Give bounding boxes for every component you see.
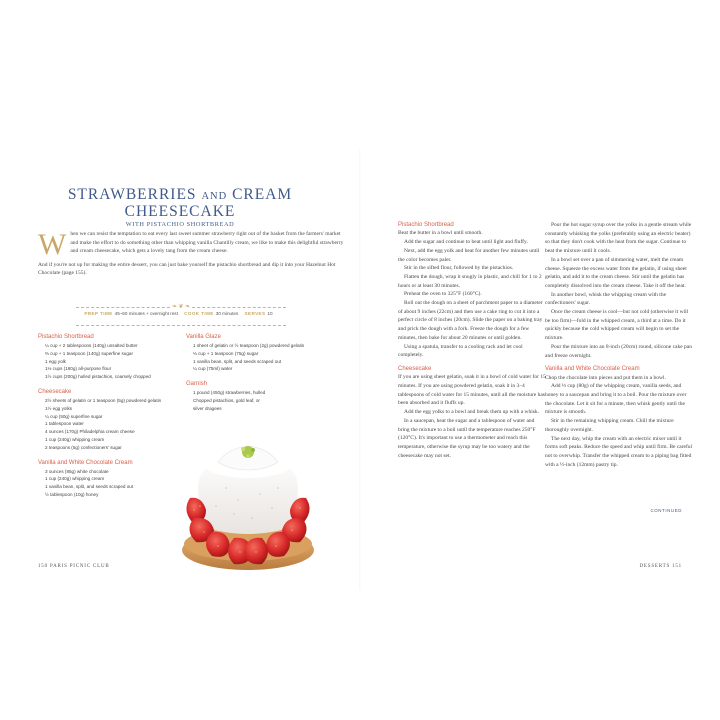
ingredient-group <box>38 388 178 452</box>
method-heading: Pistachio Shortbread <box>398 222 454 228</box>
method-paragraph: Add ⅓ cup (80g) of the whipping cream, vanilla seeds, and honey to a saucepan and bring it to a boil. Pour the mixture over the chocolate. Let it sit for a minute, then whisk gently until the mixture is smooth. <box>545 383 687 416</box>
ingredient-heading: Garnish <box>186 381 208 388</box>
ingredient-item: Chopped pistachios, gold leaf, or <box>193 397 260 403</box>
ingredient-heading: Vanilla and White Chocolate Cream <box>38 459 133 466</box>
cook-time-label: COOK TIME <box>184 311 214 316</box>
method-paragraph: Stir in the sifted flour, followed by the pistachios. <box>404 265 514 272</box>
method-paragraph: Next, add the egg yolk and beat for another few minutes until the color becomes paler. <box>398 247 540 263</box>
ingredient-item: 1⅓ cups (160g) all-purpose flour <box>45 366 112 372</box>
ingredient-heading: Pistachio Shortbread <box>38 334 94 340</box>
method-paragraph: The next day, whip the cream with an electric mixer until it forms soft peaks. Reduce the speed and whip until firm. Be careful not to overwhip. Transfer the whipped cream to a piping bag fitted with a ½-inch (12mm) pastry tip. <box>545 435 693 468</box>
method-paragraph: Using a spatula, transfer to a cooling rack and let cool completely. <box>398 343 523 359</box>
method-heading: Cheesecake <box>398 365 432 372</box>
ingredient-item: 1½ egg yolks <box>45 405 73 411</box>
ingredient-item: 1 vanilla bean, split, and seeds scraped out <box>45 484 134 490</box>
method-paragraph: Add the sugar and continue to beat until light and fluffy. <box>404 239 528 246</box>
method-paragraph: In a saucepan, heat the sugar and a tablespoon of water and bring the mixture to a boil until the temperature reaches 250°F (120°C). It's important to use a thermometer and reach this temperature, otherwise the syrup may be too watery and the cheesecake may not set. <box>398 417 536 459</box>
cook-time-value: 30 minutes <box>215 311 239 316</box>
ingredient-item: 1 tablespoon water <box>45 421 84 427</box>
ingredient-item: 2½ sheets of gelatin or 1 teaspoon (5g) powdered gelatin <box>45 397 162 403</box>
ingredient-item: ⅓ cup + 1 teaspoon (75g) sugar <box>193 350 259 356</box>
strawberry-cheesecake-illustration <box>168 418 328 578</box>
ingredient-item: 1 vanilla bean, split, and seeds scraped out <box>193 358 282 364</box>
ingredient-item: 2 teaspoons (5g) confectioners' sugar <box>45 444 122 450</box>
method-column-2 <box>545 221 693 469</box>
method-heading: Vanilla and White Chocolate Cream <box>545 366 640 373</box>
ingredient-heading: Vanilla Glaze <box>186 334 221 340</box>
recipe-subtitle: WITH PISTACHIO SHORTBREAD <box>125 221 235 228</box>
ingredient-item: ⅔ cup + 1 teaspoon (140g) superfine sugar <box>45 350 133 356</box>
prep-time-label: PREP TIME <box>84 311 113 316</box>
ingredient-item: 1 sheet of gelatin or ½ teaspoon (2g) powdered gelatin <box>193 343 305 348</box>
method-paragraph: If you are using sheet gelatin, soak it in a bowl of cold water for 15 minutes. If you are using powdered gelatin, soak it in 3–4 tablespoons of cold water for 15 minutes, until all the moisture has been absorbed and it fluffs up. <box>398 374 546 407</box>
intro-paragraph-1: hen we can resist the temptation to eat every last sweet summer strawberry right out of the basket from the farmers' market and make the effort to do something other than whipping vanilla Chantilly cream, we like to make this delightful strawberry and cream cheesecake, which gets a lovely tang from the cream cheese. <box>70 231 344 255</box>
recipe-times <box>76 311 286 316</box>
method-paragraph: Pour the mixture into an 8-inch (20cm) round, silicone cake pan and freeze overnight. <box>545 343 692 359</box>
prep-time-value: 45–60 minutes + overnight rest <box>114 311 178 316</box>
ingredients-column-left <box>38 333 178 506</box>
method-paragraph: Chop the chocolate into pieces and put them in a bowl. <box>545 374 666 381</box>
method-paragraph: In another bowl, whisk the whipping cream with the confectioners' sugar. <box>545 291 667 307</box>
ingredient-item: 1½ cups (200g) hulled pistachios, coarsely chopped <box>45 374 151 380</box>
ingredient-item: 1 cup (240g) whipping cream <box>45 476 105 482</box>
divider-bottom <box>76 325 286 326</box>
serves-value: 10 <box>267 311 273 316</box>
ingredient-item: 1 egg yolk <box>45 358 66 364</box>
method-paragraph: In a bowl set over a pan of simmering water, melt the cream cheese. Squeeze the excess water from the gelatin, if using sheet gelatin, and add it to the cream cheese. Stir until the gelatin has completely dissolved into the cream cheese. Take it off the heat. <box>545 256 687 289</box>
ingredient-heading: Cheesecake <box>38 388 72 395</box>
ingredient-item: 1 pound (450g) strawberries, hulled <box>193 390 266 396</box>
ingredient-group <box>186 333 326 373</box>
method-column-1 <box>398 221 546 460</box>
continued-label: CONTINUED <box>650 508 682 513</box>
method-paragraph: Roll out the dough on a sheet of parchment paper to a diameter of about 9 inches (22cm) and then use a cake ring to cut it into a perfect circle of 8 inches (20cm). Slide the paper on a baking tray and prick the dough with a fork. Freeze the dough for a few minutes, then bake for about 20 minutes or until golden. <box>398 300 543 341</box>
ingredient-group <box>186 380 326 412</box>
ingredients-column-right <box>186 333 326 420</box>
method-paragraph: Once the cream cheese is cool—but not cold (otherwise it will be too firm)—fold in the whipped cream, a third at a time. Do it quickly because the cold whipped cream will begin to set the mixture. <box>545 309 689 342</box>
method-paragraph: Beat the butter in a bowl until smooth. <box>398 230 483 237</box>
page-folio-left: 150 PARIS PICNIC CLUB <box>38 564 110 569</box>
ingredient-item: ¼ cup + 2 tablespoons (140g) unsalted butter <box>45 343 138 348</box>
method-paragraph: Add the egg yolks to a bowl and break them up with a whisk. <box>404 409 540 416</box>
drop-cap: W <box>38 228 67 261</box>
method-paragraph: Preheat the oven to 325°F (160°C). <box>404 291 482 298</box>
serves-label: SERVES <box>244 311 266 316</box>
ingredient-item: 4 ounces (170g) Philadelphia cream cheese <box>45 429 135 435</box>
right-page <box>360 0 720 720</box>
ingredient-item: 3 ounces (85g) white chocolate <box>45 468 109 474</box>
intro-paragraph-2: And if you're not up for making the entire dessert, you can just bake yourself the pistachio shortbread and dip it into your Hazelnut Hot Chocolate (page 155). <box>38 261 336 277</box>
ingredient-item: 1 cup (240g) whipping cream <box>45 436 105 442</box>
ornament-icon: ❧ ❦ ❧ <box>171 304 191 310</box>
ingredient-group <box>38 333 178 381</box>
recipe-title-line1: STRAWBERRIES AND CREAM <box>67 186 293 203</box>
ingredient-item: ¼ cup (50g) superfine sugar <box>45 413 103 419</box>
ingredient-item: ¼ cup (75ml) water <box>193 366 233 372</box>
ingredient-item: ½ tablespoon (10g) honey <box>45 491 99 497</box>
method-paragraph: Flatten the dough, wrap it snugly in plastic, and chill for 1 to 2 hours or at least 30 minutes. <box>398 273 542 289</box>
ingredient-group <box>38 459 178 499</box>
page-folio-right: DESSERTS 151 <box>639 564 682 569</box>
method-paragraph: Stir in the remaining whipping cream. Chill the mixture thoroughly overnight. <box>545 418 674 433</box>
recipe-title-line2: CHEESECAKE <box>124 203 236 220</box>
ingredient-item: silver dragees <box>193 405 222 411</box>
recipe-intro <box>38 230 346 283</box>
method-paragraph: Pour the hot sugar syrup over the yolks in a gentle stream while constantly whisking the yolks (preferably using an electric beater) so that they don't cook with the heat from the sugar. Continue to beat the mixture until it cools. <box>545 222 692 255</box>
